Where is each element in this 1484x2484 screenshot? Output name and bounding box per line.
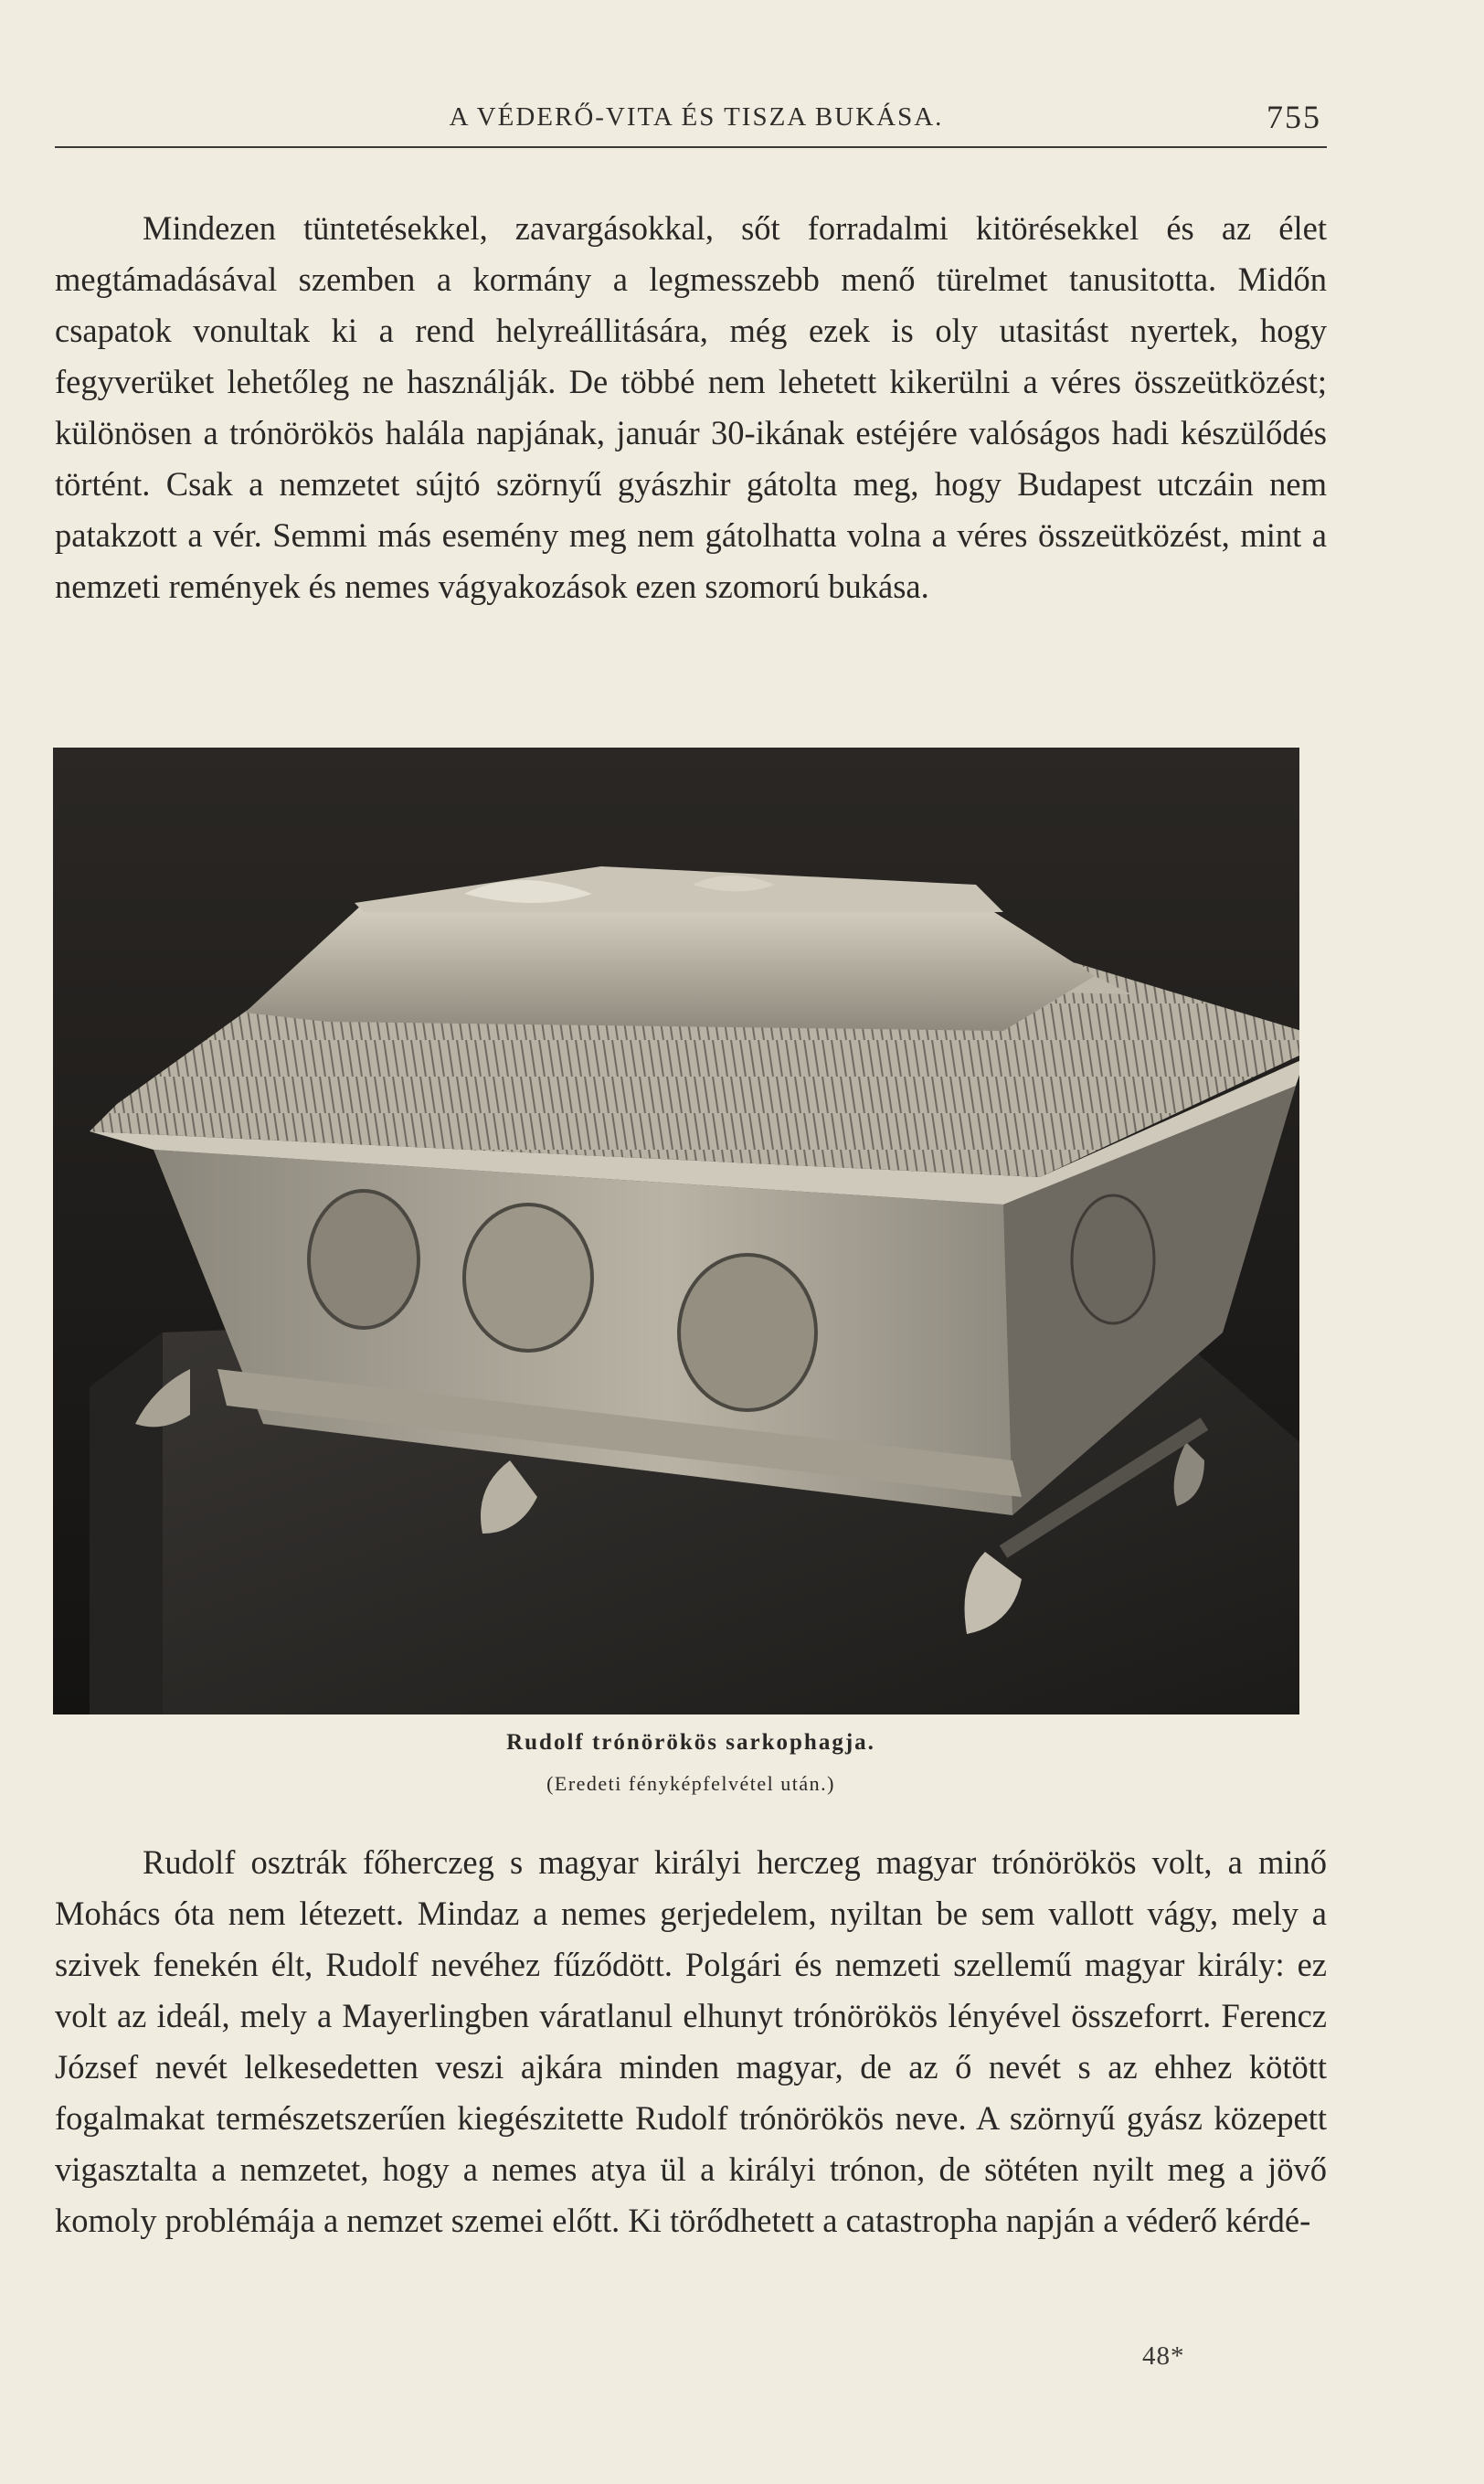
signature-mark: 48* — [1142, 2341, 1185, 2371]
page-number: 755 — [1267, 99, 1321, 135]
body-paragraph-1-block — [55, 203, 1327, 612]
sarcophagus-photograph — [53, 748, 1299, 1714]
page-header — [55, 91, 1327, 148]
running-title: A VÉDERŐ-VITA ÉS TISZA BUKÁSA. — [449, 102, 944, 132]
figure-caption-title: Rudolf trónörökös sarkophagja. — [506, 1730, 875, 1755]
figure-caption-subtitle: (Eredeti fényképfelvétel után.) — [546, 1772, 835, 1795]
body-paragraph-2: Rudolf osztrák főherczeg s magyar királyi herczeg magyar trónörökös volt, a minő Mohács óta nem létezett. Mindaz a nemes gerjedelem, nyiltan be sem vallott vágy, mely a szivek fenekén élt, Rudolf nevéhez fűződött. Polgári és nemzeti szellemű magyar király: ez volt az ideál, mely a Mayerlingben váratlanul elhunyt trónörökös lényével összeforrt. Ferencz József nevét lelkesedetten veszi ajkára minden magyar, de az ő nevét s az ehhez kötött fogalmakat természetszerűen kiegészitette Rudolf trónörökös neve. A szörnyű gyász közepett vigasztalta a nemzetet, hogy a nemes atya ül a királyi trónon, de sötéten nyilt meg a jövő komoly problémája a nemzet szemei előtt. Ki törődhetett a catastropha napján a véderő kérdé- — [55, 1843, 1327, 2239]
body-paragraph-1: Mindezen tüntetésekkel, zavargásokkal, sőt forradalmi kitörésekkel és az élet megtámadásával szemben a kormány a legmesszebb menő türelmet tanusitotta. Midőn csapatok vonultak ki a rend helyreállitására, még ezek is oly utasitást nyertek, hogy fegyverüket lehetőleg ne használják. De többé nem lehetett kikerülni a véres összeütközést; különösen a trónörökös halála napjának, január 30-ikának estéjére valóságos hadi készülődés történt. Csak a nemzetet sújtó szörnyű gyászhir gátolta meg, hogy Budapest utczáin nem patakzott a vér. Semmi más esemény meg nem gátolhatta volna a véres összeütközést, mint a nemzeti remények és nemes vágyakozások ezen szomorú bukása. — [55, 209, 1327, 605]
sarcophagus-illustration — [53, 748, 1299, 1714]
body-paragraph-2-block — [55, 1837, 1327, 2246]
